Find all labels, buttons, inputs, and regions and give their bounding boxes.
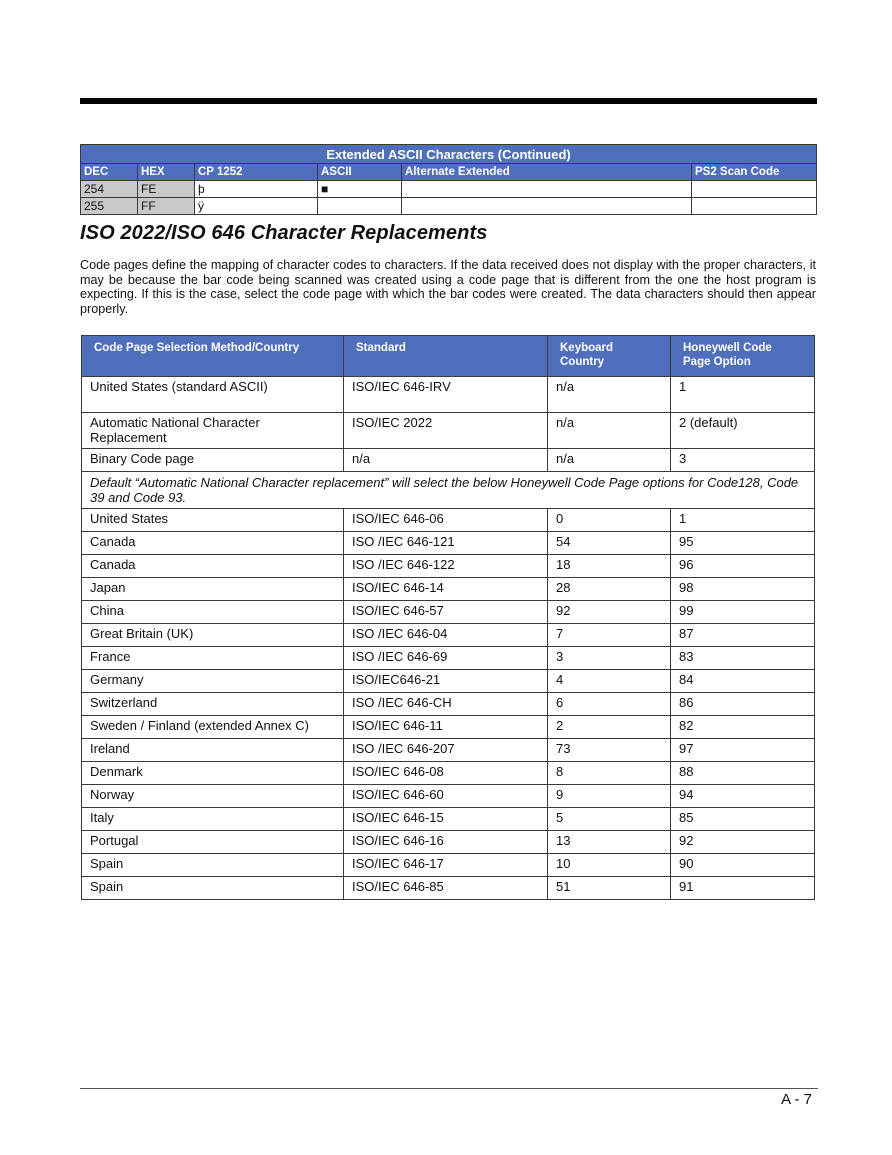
keyboard-country-cell: 4: [548, 670, 671, 693]
keyboard-country-cell: 18: [548, 555, 671, 578]
table-row: [82, 739, 815, 762]
column-header: Code Page Selection Method/Country: [82, 336, 344, 377]
code-page-option-cell: 96: [671, 555, 815, 578]
standard-cell: ISO/IEC 2022: [344, 413, 548, 449]
column-header: ASCII: [318, 164, 402, 181]
table-row: [82, 377, 815, 413]
country-cell: Binary Code page: [82, 449, 344, 472]
table-row: [82, 877, 815, 900]
standard-cell: ISO /IEC 646-69: [344, 647, 548, 670]
standard-cell: ISO/IEC 646-08: [344, 762, 548, 785]
country-cell: France: [82, 647, 344, 670]
top-rule: [80, 98, 817, 104]
code-page-option-cell: 2 (default): [671, 413, 815, 449]
table-row: [81, 181, 817, 198]
standard-cell: ISO /IEC 646-04: [344, 624, 548, 647]
country-cell: Denmark: [82, 762, 344, 785]
dec-cell: 255: [81, 198, 138, 215]
table-row: [82, 509, 815, 532]
standard-cell: ISO/IEC646-21: [344, 670, 548, 693]
standard-cell: ISO /IEC 646-207: [344, 739, 548, 762]
hex-cell: FE: [138, 181, 195, 198]
country-cell: Spain: [82, 877, 344, 900]
country-cell: Germany: [82, 670, 344, 693]
table-row: [82, 785, 815, 808]
section-title: ISO 2022/ISO 646 Character Replacements: [80, 222, 488, 244]
standard-cell: ISO /IEC 646-CH: [344, 693, 548, 716]
ps2-cell: [692, 181, 817, 198]
standard-cell: ISO/IEC 646-16: [344, 831, 548, 854]
country-cell: Japan: [82, 578, 344, 601]
country-cell: Great Britain (UK): [82, 624, 344, 647]
code-page-option-cell: 99: [671, 601, 815, 624]
column-header: Honeywell Code Page Option: [671, 336, 815, 377]
keyboard-country-cell: 7: [548, 624, 671, 647]
table-row: [82, 449, 815, 472]
table-row: [82, 555, 815, 578]
keyboard-country-cell: 10: [548, 854, 671, 877]
keyboard-country-cell: 73: [548, 739, 671, 762]
code-page-option-cell: 85: [671, 808, 815, 831]
table-row: [82, 693, 815, 716]
standard-cell: ISO/IEC 646-15: [344, 808, 548, 831]
table-row: [82, 532, 815, 555]
alternate-cell: [402, 198, 692, 215]
code-page-option-cell: 1: [671, 377, 815, 413]
keyboard-country-cell: 54: [548, 532, 671, 555]
keyboard-country-cell: 13: [548, 831, 671, 854]
code-page-option-cell: 88: [671, 762, 815, 785]
keyboard-country-cell: 6: [548, 693, 671, 716]
country-cell: Portugal: [82, 831, 344, 854]
standard-cell: ISO/IEC 646-IRV: [344, 377, 548, 413]
note-cell: Default “Automatic National Character replacement” will select the below Honeywell Code Page options for Code128, Code 39 and Code 93.: [82, 472, 815, 509]
keyboard-country-cell: 5: [548, 808, 671, 831]
ascii-cell: [318, 198, 402, 215]
column-header: Alternate Extended: [402, 164, 692, 181]
table-row: [82, 670, 815, 693]
country-cell: China: [82, 601, 344, 624]
country-cell: Canada: [82, 555, 344, 578]
keyboard-country-cell: n/a: [548, 449, 671, 472]
cp1252-cell: ÿ: [195, 198, 318, 215]
extended-ascii-table: [80, 144, 817, 215]
keyboard-country-cell: 28: [548, 578, 671, 601]
code-page-option-cell: 97: [671, 739, 815, 762]
table-row: [82, 578, 815, 601]
country-cell: United States: [82, 509, 344, 532]
ascii-cell: ■: [318, 181, 402, 198]
code-page-option-cell: 98: [671, 578, 815, 601]
keyboard-country-cell: 51: [548, 877, 671, 900]
cp1252-cell: þ: [195, 181, 318, 198]
table-row: [82, 647, 815, 670]
keyboard-country-cell: 2: [548, 716, 671, 739]
keyboard-country-cell: n/a: [548, 377, 671, 413]
keyboard-country-cell: 3: [548, 647, 671, 670]
standard-cell: n/a: [344, 449, 548, 472]
country-cell: Norway: [82, 785, 344, 808]
standard-cell: ISO/IEC 646-85: [344, 877, 548, 900]
code-page-option-cell: 94: [671, 785, 815, 808]
code-page-option-cell: 82: [671, 716, 815, 739]
intro-paragraph: Code pages define the mapping of character codes to characters. If the data received does not display with the proper characters, it may be because the bar code being scanned was created using a code page that is different from the one the host program is expecting. If this is the case, select the code page with which the bar codes were created. The data characters should then appear properly.: [80, 258, 816, 316]
country-cell: Sweden / Finland (extended Annex C): [82, 716, 344, 739]
column-header: Standard: [344, 336, 548, 377]
standard-cell: ISO/IEC 646-06: [344, 509, 548, 532]
standard-cell: ISO/IEC 646-17: [344, 854, 548, 877]
code-page-option-cell: 87: [671, 624, 815, 647]
dec-cell: 254: [81, 181, 138, 198]
table-row: [82, 716, 815, 739]
keyboard-country-cell: 0: [548, 509, 671, 532]
column-header: CP 1252: [195, 164, 318, 181]
standard-cell: ISO/IEC 646-11: [344, 716, 548, 739]
table-row: [82, 831, 815, 854]
code-page-option-cell: 86: [671, 693, 815, 716]
country-cell: Canada: [82, 532, 344, 555]
code-page-option-cell: 90: [671, 854, 815, 877]
country-cell: Italy: [82, 808, 344, 831]
column-header: HEX: [138, 164, 195, 181]
code-page-option-cell: 1: [671, 509, 815, 532]
table-row: [82, 762, 815, 785]
table-row: [82, 854, 815, 877]
alternate-cell: [402, 181, 692, 198]
keyboard-country-cell: 9: [548, 785, 671, 808]
standard-cell: ISO/IEC 646-60: [344, 785, 548, 808]
code-page-option-cell: 3: [671, 449, 815, 472]
standard-cell: ISO /IEC 646-121: [344, 532, 548, 555]
ps2-cell: [692, 198, 817, 215]
code-page-option-cell: 91: [671, 877, 815, 900]
country-cell: Automatic National Character Replacement: [82, 413, 344, 449]
footer-rule: [80, 1088, 818, 1089]
table-row: [82, 601, 815, 624]
standard-cell: ISO/IEC 646-14: [344, 578, 548, 601]
column-header: DEC: [81, 164, 138, 181]
standard-cell: ISO/IEC 646-57: [344, 601, 548, 624]
code-page-option-cell: 84: [671, 670, 815, 693]
code-page-option-cell: 95: [671, 532, 815, 555]
country-cell: Ireland: [82, 739, 344, 762]
hex-cell: FF: [138, 198, 195, 215]
code-page-option-cell: 83: [671, 647, 815, 670]
code-page-table: [81, 335, 815, 900]
standard-cell: ISO /IEC 646-122: [344, 555, 548, 578]
table-row: [82, 624, 815, 647]
keyboard-country-cell: 92: [548, 601, 671, 624]
table-row: [82, 413, 815, 449]
table-title: Extended ASCII Characters (Continued): [81, 145, 817, 164]
country-cell: Switzerland: [82, 693, 344, 716]
column-header: PS2 Scan Code: [692, 164, 817, 181]
country-cell: United States (standard ASCII): [82, 377, 344, 413]
code-page-option-cell: 92: [671, 831, 815, 854]
column-header: Keyboard Country: [548, 336, 671, 377]
country-cell: Spain: [82, 854, 344, 877]
table-row: [82, 808, 815, 831]
page-number: A - 7: [781, 1091, 812, 1108]
keyboard-country-cell: 8: [548, 762, 671, 785]
table-row: [81, 198, 817, 215]
keyboard-country-cell: n/a: [548, 413, 671, 449]
